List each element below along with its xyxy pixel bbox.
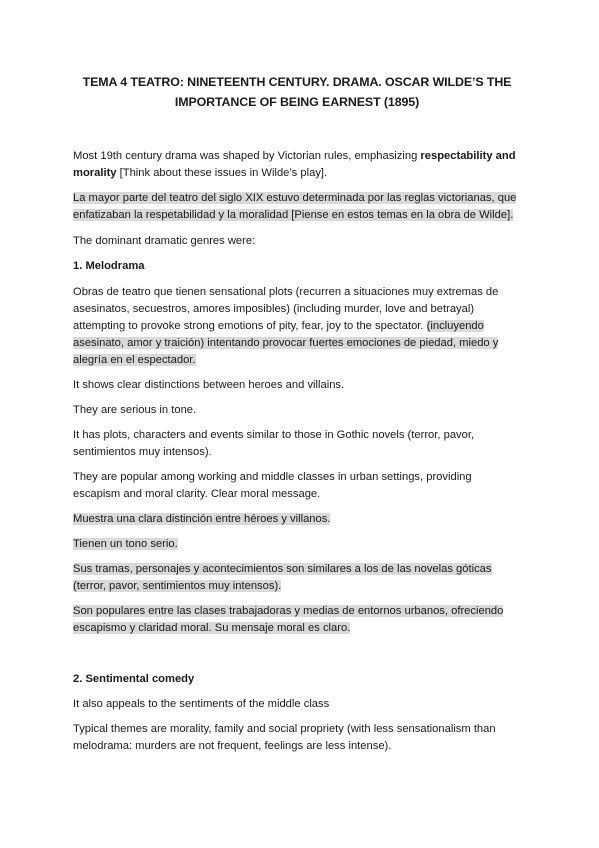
melodrama-spanish-1-text: Muestra una clara distinción entre héroes y villanos. xyxy=(73,513,331,525)
melodrama-mixed-highlight: (incluyendo asesinato, amor y traición) intentando provocar fuertes emociones de piedad, miedo y alegría en el espectador. xyxy=(73,320,499,366)
page-title: TEMA 4 TEATRO: NINETEENTH CENTURY. DRAMA. OSCAR WILDE’S THE IMPORTANCE OF BEING EARNEST (1895) xyxy=(82,75,512,109)
genres-intro: The dominant dramatic genres were: xyxy=(73,235,256,247)
melodrama-spanish-4 xyxy=(73,603,521,637)
melodrama-paragraph-3: It has plots, characters and events similar to those in Gothic novels (terror, pavor, sentimientos muy intensos). xyxy=(73,429,475,458)
section-heading-sentimental-comedy: 2. Sentimental comedy xyxy=(73,673,195,685)
intro-paragraph xyxy=(73,148,521,182)
sentimental-paragraph-1: It also appeals to the sentiments of the middle class xyxy=(73,698,330,710)
intro-text-bold: respectability and morality xyxy=(73,150,516,179)
intro-spanish-text: La mayor parte del teatro del siglo XIX estuvo determinada por las reglas victorianas, que enfatizaban la respetabilidad y la moralidad [Piense en estos temas en la obra de Wilde]. xyxy=(73,192,517,221)
melodrama-spanish-3 xyxy=(73,561,521,595)
melodrama-spanish-1 xyxy=(73,511,521,528)
melodrama-spanish-4-text: Son populares entre las clases trabajadoras y medias de entornos urbanos, ofreciendo escapismo y claridad moral. Su mensaje moral es claro. xyxy=(73,605,504,634)
melodrama-paragraph-1: It shows clear distinctions between heroes and villains. xyxy=(73,379,345,391)
intro-text-after: [Think about these issues in Wilde’s play]. xyxy=(116,167,328,179)
section-heading-melodrama: 1. Melodrama xyxy=(73,260,145,272)
melodrama-spanish-2 xyxy=(73,536,521,553)
melodrama-mixed-paragraph xyxy=(73,284,521,369)
intro-spanish-paragraph xyxy=(73,190,521,224)
sentimental-paragraph-2: Typical themes are morality, family and social propriety (with less sensationalism than melodrama: murders are not frequent, feelings are less intense). xyxy=(73,723,496,752)
document-page xyxy=(73,72,521,755)
melodrama-paragraph-4: They are popular among working and middle classes in urban settings, providing escapism and moral clarity. Clear moral message. xyxy=(73,471,472,500)
melodrama-spanish-2-text: Tienen un tono serio. xyxy=(73,538,178,550)
melodrama-paragraph-2: They are serious in tone. xyxy=(73,404,197,416)
melodrama-spanish-3-text: Sus tramas, personajes y acontecimientos son similares a los de las novelas góticas (terror, pavor, sentimientos muy intensos). xyxy=(73,563,492,592)
melodrama-mixed-plain: Obras de teatro que tienen sensational plots (recurren a situaciones muy extremas de asesinatos, secuestros, amores imposibles) (including murder, love and betrayal) attempting to provoke strong emotions of pity, fear, joy to the spectator. xyxy=(73,286,499,332)
intro-text-before: Most 19th century drama was shaped by Victorian rules, emphasizing xyxy=(73,150,421,162)
